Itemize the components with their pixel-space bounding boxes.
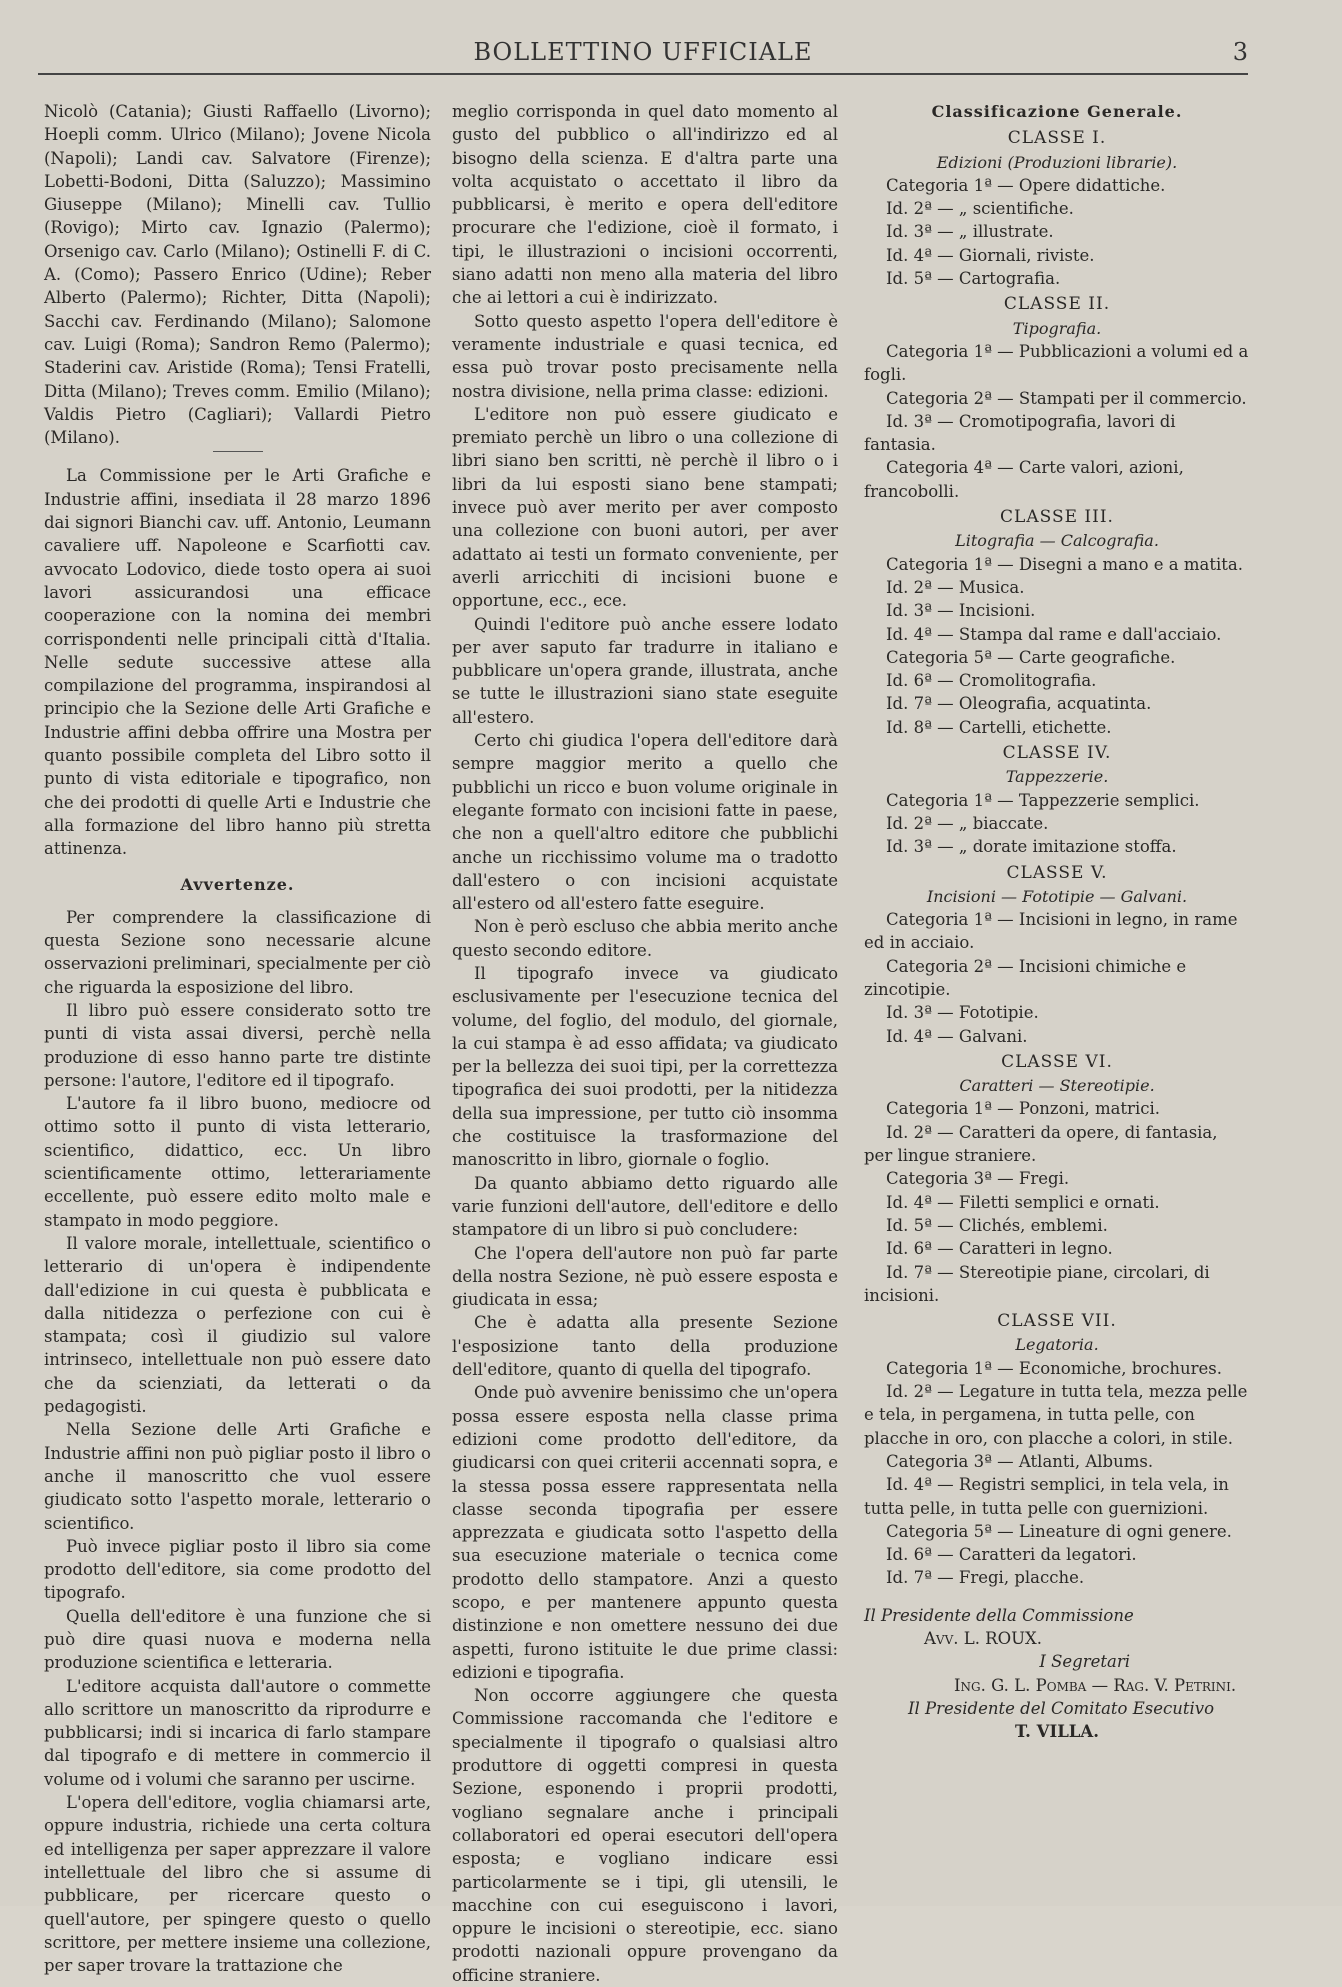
category-line: Id. 6ª — Caratteri in legno.: [886, 1239, 1113, 1259]
paragraph: L'editore non può essere giudicato e premiato perchè un libro o una collezione di libri siano ben scritti, nè perchè il libro o i libri da lui esposti siano bene stampati; invece può aver merito per aver composto una collezione con buoni autori, per aver adattato ai testi un formato conveniente, per averli arricchiti di incisioni buone e opportune, ecc., ece.: [452, 404, 838, 611]
class-subtitle: Incisioni — Fototipie — Galvani.: [926, 886, 1188, 906]
paragraph: Per comprendere la classificazione di questa Sezione sono necessarie alcune osservazioni preliminari, specialmente per ciò che riguarda la esposizione del libro.: [44, 907, 431, 997]
category-line: Categoria 3ª — Atlanti, Albums.: [886, 1451, 1154, 1471]
category-line: Categoria 1ª — Ponzoni, matrici.: [886, 1099, 1160, 1119]
class-subtitle: Legatoria.: [1015, 1335, 1099, 1355]
paragraph: Che è adatta alla presente Sezione l'esposizione tanto della produzione dell'editore, quanto di quella del tipografo.: [452, 1313, 838, 1380]
executive-name: T. VILLA.: [1015, 1722, 1099, 1742]
paragraph: Non occorre aggiungere che questa Commissione raccomanda che l'editore e specialmente il tipografo o qualsiasi altro produttore di oggetti compresi in questa Sezione, esponendo i proprii prodotti, vogliano segnalare anche i principali collaboratori ed operai esecutori dell'opera esposta; e vogliano indicare essi particolarmente se i tipi, gli utensili, le macchine con cui eseguiscono i lavori, oppure le incisioni o stereotipie, ecc. siano prodotti nazionali oppure provengano da officine straniere.: [452, 1686, 838, 1985]
class-name: CLASSE VI.: [1001, 1051, 1113, 1072]
category-line: Id. 2ª — Caratteri da opere, di fantasia, per lingue straniere.: [864, 1122, 1218, 1166]
paragraph: meglio corrisponda in quel dato momento al gusto del pubblico o all'indirizzo ed al bisogno della scienza. E d'altra parte una volta acquistato o accettato il libro da pubblicarsi, è merito e opera dell'editore procurare che l'edizione, cioè il formato, i tipi, le illustrazioni o incisioni occorrenti, siano adatti non meno alla materia del libro che ai lettori a cui è indirizzato.: [452, 102, 838, 308]
category-line: Categoria 1ª — Disegni a mano e a matita.: [886, 554, 1243, 574]
category-line: Categoria 5ª — Lineature di ogni genere.: [886, 1521, 1232, 1541]
category-line: Id. 3ª — Incisioni.: [886, 601, 1036, 621]
header-rule: [38, 73, 1248, 75]
paragraph: Il valore morale, intellettuale, scientifico o letterario di un'opera è indipendente dall'edizione in cui questa è pubblicata e dalla nitidezza o perfezione con cui è stampata; così il giudizio sul valore intrinseco, intellettuale non può essere dato che da scienziati, da letterati o da pedagogisti.: [44, 1233, 431, 1417]
page-header: [38, 38, 1248, 72]
category-line: Id. 7ª — Stereotipie piane, circolari, di incisioni.: [864, 1262, 1210, 1305]
executive-title: Il Presidente del Comitato Esecutivo: [908, 1698, 1215, 1718]
signature-block: [864, 1604, 1250, 1744]
class-subtitle: Tipografia.: [1012, 318, 1102, 338]
category-line: Categoria 1ª — Tappezzerie semplici.: [886, 790, 1200, 810]
secretaries-title: I Segretari: [1039, 1652, 1130, 1672]
category-line: Id. 2ª — Musica.: [886, 577, 1025, 597]
paragraph: Può invece pigliar posto il libro sia come prodotto dell'editore, sia come prodotto del tipografo.: [44, 1536, 431, 1603]
paragraph: Quindi l'editore può anche essere lodato per aver saputo far tradurre in italiano e pubblicare un'opera grande, illustrata, anche se tutte le illustrazioni siano state eseguite all'estero.: [452, 614, 838, 727]
category-line: Id. 3ª — „ illustrate.: [886, 222, 1054, 242]
paragraph: Da quanto abbiamo detto riguardo alle varie funzioni dell'autore, dell'editore e dello stampatore di un libro si può concludere:: [452, 1173, 838, 1240]
class-subtitle: Tappezzerie.: [1005, 767, 1109, 787]
secretaries-names: Ing. G. L. Pomba — Rag. V. Petrini.: [954, 1675, 1237, 1695]
category-line: Categoria 2ª — Stampati per il commercio.: [886, 388, 1247, 408]
category-line: Id. 5ª — Clichés, emblemi.: [886, 1215, 1108, 1235]
category-line: Id. 4ª — Galvani.: [886, 1026, 1028, 1046]
category-line: Id. 6ª — Cromolitografia.: [886, 671, 1097, 691]
class-name: CLASSE III.: [1000, 507, 1114, 528]
category-line: Id. 7ª — Fregi, placche.: [886, 1568, 1085, 1588]
middle-column: [452, 100, 838, 1987]
category-line: Id. 6ª — Caratteri da legatori.: [886, 1545, 1137, 1565]
category-line: Id. 4ª — Filetti semplici e ornati.: [886, 1192, 1160, 1212]
category-line: Id. 4ª — Stampa dal rame e dall'acciaio.: [886, 624, 1222, 644]
category-line: Categoria 4ª — Carte valori, azioni, francobolli.: [864, 458, 1184, 501]
class-block: [864, 293, 1250, 503]
category-line: Id. 2ª — „ scientifiche.: [886, 199, 1074, 219]
paragraph: L'opera dell'editore, voglia chiamarsi arte, oppure industria, richiede una certa coltura ed intelligenza per saper apprezzare il valore intellettuale del libro che si assume di pubblicare, per ricercare questo o quell'autore, per spingere questo o quello scrittore, per mettere insieme una collezione, per saper trovare la trattazione che: [44, 1793, 431, 1976]
paragraph: Sotto questo aspetto l'opera dell'editore è veramente industriale e quasi tecnica, ed essa può trovar posto precisamente nella nostra divisione, nella prima classe: edizioni.: [452, 311, 838, 401]
class-subtitle: Litografia — Calcografia.: [955, 531, 1159, 551]
president-title: Il Presidente della Commissione: [864, 1605, 1134, 1625]
paragraph: Non è però escluso che abbia merito anche questo secondo editore.: [452, 917, 838, 960]
class-block: [864, 1051, 1250, 1307]
category-line: Id. 3ª — Fototipie.: [886, 1003, 1039, 1023]
class-name: CLASSE I.: [1007, 128, 1107, 149]
category-line: Id. 3ª — „ dorate imitazione stoffa.: [886, 837, 1177, 857]
category-line: Categoria 3ª — Fregi.: [886, 1169, 1070, 1189]
class-subtitle: Edizioni (Produzioni librarie).: [936, 152, 1178, 172]
category-line: Id. 5ª — Cartografia.: [886, 269, 1061, 289]
category-line: Id. 2ª — Legature in tutta tela, mezza pelle e tela, in pergamena, in tutta pelle, con placche in oro, con placche a colori, in stile.: [864, 1382, 1248, 1448]
paragraph: Il tipografo invece va giudicato esclusivamente per l'esecuzione tecnica del volume, del foglio, del modulo, del giornale, la cui stampa è ad esso affidata; va giudicato per la bellezza dei suoi tipi, per la correttezza tipografica dei suoi prodotti, per la nitidezza della sua impressione, per tutto ciò insomma che costituisce la trasformazione del manoscritto in libro, giornale o foglio.: [452, 963, 838, 1170]
category-line: Id. 4ª — Giornali, riviste.: [886, 245, 1095, 265]
category-line: Categoria 1ª — Economiche, brochures.: [886, 1358, 1222, 1378]
paragraph: Che l'opera dell'autore non può far parte della nostra Sezione, nè può essere esposta e giudicata in essa;: [452, 1243, 838, 1310]
category-line: Categoria 1ª — Pubblicazioni a volumi ed a fogli.: [864, 341, 1249, 385]
paragraph: La Commissione per le Arti Grafiche e Industrie affini, insediata il 28 marzo 1896 dai signori Bianchi cav. uff. Antonio, Leumann cavaliere uff. Napoleone e Scarfiotti cav. avvocato Lodovico, diede tosto opera ai suoi lavori assicurandosi una efficace cooperazione con la nomina dei membri corrispondenti nelle principali città d'Italia. Nelle sedute successive attese alla compilazione del programma, inspirandosi al principio che la Sezione delle Arti Grafiche e Industrie affini debba offrire una Mostra per quanto possibile completa del Libro sotto il punto di vista editoriale e tipografico, non che dei prodotti di quelle Arti e Industrie che alla formazione del libro hanno più stretta attinenza.: [44, 466, 431, 859]
classification-title: Classificazione Generale.: [931, 102, 1183, 121]
category-line: Id. 3ª — Cromotipografia, lavori di fantasia.: [864, 411, 1176, 455]
category-line: Id. 7ª — Oleografia, acquatinta.: [886, 694, 1152, 714]
class-block: [864, 1310, 1250, 1590]
paragraph: Quella dell'editore è una funzione che si può dire quasi nuova e moderna nella produzione scientifica e letteraria.: [44, 1606, 431, 1673]
class-name: CLASSE VII.: [997, 1311, 1117, 1332]
right-column: [864, 100, 1250, 1743]
page-number: 3: [1232, 38, 1248, 66]
category-line: Categoria 2ª — Incisioni chimiche e zincotipie.: [864, 956, 1187, 999]
divider: [213, 451, 263, 452]
paragraph: Nicolò (Catania); Giusti Raffaello (Livorno); Hoepli comm. Ulrico (Milano); Jovene Nicola (Napoli); Landi cav. Salvatore (Firenze); Lobetti-Bodoni, Ditta (Saluzzo); Massimino Giuseppe (Milano); Minelli cav. Tullio (Rovigo); Mirto cav. Ignazio (Palermo); Orsenigo cav. Carlo (Milano); Ostinelli F. di C. A. (Como); Passero Enrico (Udine); Reber Alberto (Palermo); Richter, Ditta (Napoli); Sacchi cav. Ferdinando (Milano); Salomone cav. Luigi (Roma); Sandron Remo (Palermo); Staderini cav. Aristide (Roma); Tensi Fratelli, Ditta (Milano); Treves comm. Emilio (Milano); Valdis Pietro (Cagliari); Vallardi Pietro (Milano).: [44, 102, 431, 448]
paragraph: Onde può avvenire benissimo che un'opera possa essere esposta nella classe prima edizioni come prodotto dell'editore, da giudicarsi con quei criterii accennati sopra, e la stessa possa essere rappresentata nella classe seconda tipografia per essere apprezzata e giudicata sotto l'aspetto della sua esecuzione materiale o tecnica come prodotto dello stampatore. Anzi a questo scopo, e per mantenere appunto questa distinzione e non omettere nessuno dei due aspetti, furono istituite le due prime classi: edizioni e tipografia.: [452, 1383, 838, 1682]
paragraph: Nella Sezione delle Arti Grafiche e Industrie affini non può pigliar posto il libro o anche il manoscritto che vuol essere giudicato sotto l'aspetto morale, letterario o scientifico.: [44, 1420, 431, 1533]
category-line: Categoria 1ª — Incisioni in legno, in rame ed in acciaio.: [864, 910, 1238, 953]
president-name: Avv. L. ROUX.: [924, 1629, 1043, 1648]
category-line: Categoria 5ª — Carte geografiche.: [886, 647, 1176, 667]
section-heading: Avvertenze.: [180, 874, 295, 894]
category-line: Id. 8ª — Cartelli, etichette.: [886, 717, 1112, 737]
category-line: Categoria 1ª — Opere didattiche.: [886, 175, 1166, 195]
class-name: CLASSE V.: [1006, 862, 1108, 883]
class-block: [864, 127, 1250, 290]
running-title: BOLLETTINO UFFICIALE: [473, 38, 813, 66]
class-block: [864, 506, 1250, 739]
paragraph: L'autore fa il libro buono, mediocre od ottimo sotto il punto di vista letterario, scientifico, didattico, ecc. Un libro scientificamente ottimo, letterariamente eccellente, può essere edito molto male e stampato in modo peggiore.: [44, 1094, 431, 1230]
category-line: Id. 2ª — „ biaccate.: [886, 813, 1049, 833]
class-name: CLASSE II.: [1003, 294, 1111, 315]
class-block: [864, 742, 1250, 858]
paragraph: Certo chi giudica l'opera dell'editore darà sempre maggior merito a quello che pubblichi un ricco e buon volume originale in elegante formato con incisioni fatte in paese, che non a quell'altro editore che pubblichi anche un ricchissimo volume ma o tradotto dall'estero o con incisioni acquistate all'estero od all'estero fatte eseguire.: [452, 731, 838, 914]
paragraph: Il libro può essere considerato sotto tre punti di vista assai diversi, perchè nella produzione di esso hanno parte tre distinte persone: l'autore, l'editore ed il tipografo.: [44, 1000, 431, 1090]
class-name: CLASSE IV.: [1002, 743, 1112, 764]
left-column: [44, 100, 431, 1977]
paragraph: L'editore acquista dall'autore o commette allo scrittore un manoscritto da riprodurre e pubblicarsi; indi si incarica di farlo stampare dal tipografo e di mettere in commercio il volume od i volumi che saranno per uscirne.: [44, 1676, 431, 1789]
class-subtitle: Caratteri — Stereotipie.: [959, 1076, 1155, 1096]
category-line: Id. 4ª — Registri semplici, in tela vela, in tutta pelle, in tutta pelle con guernizioni.: [864, 1475, 1229, 1518]
class-block: [864, 862, 1250, 1048]
